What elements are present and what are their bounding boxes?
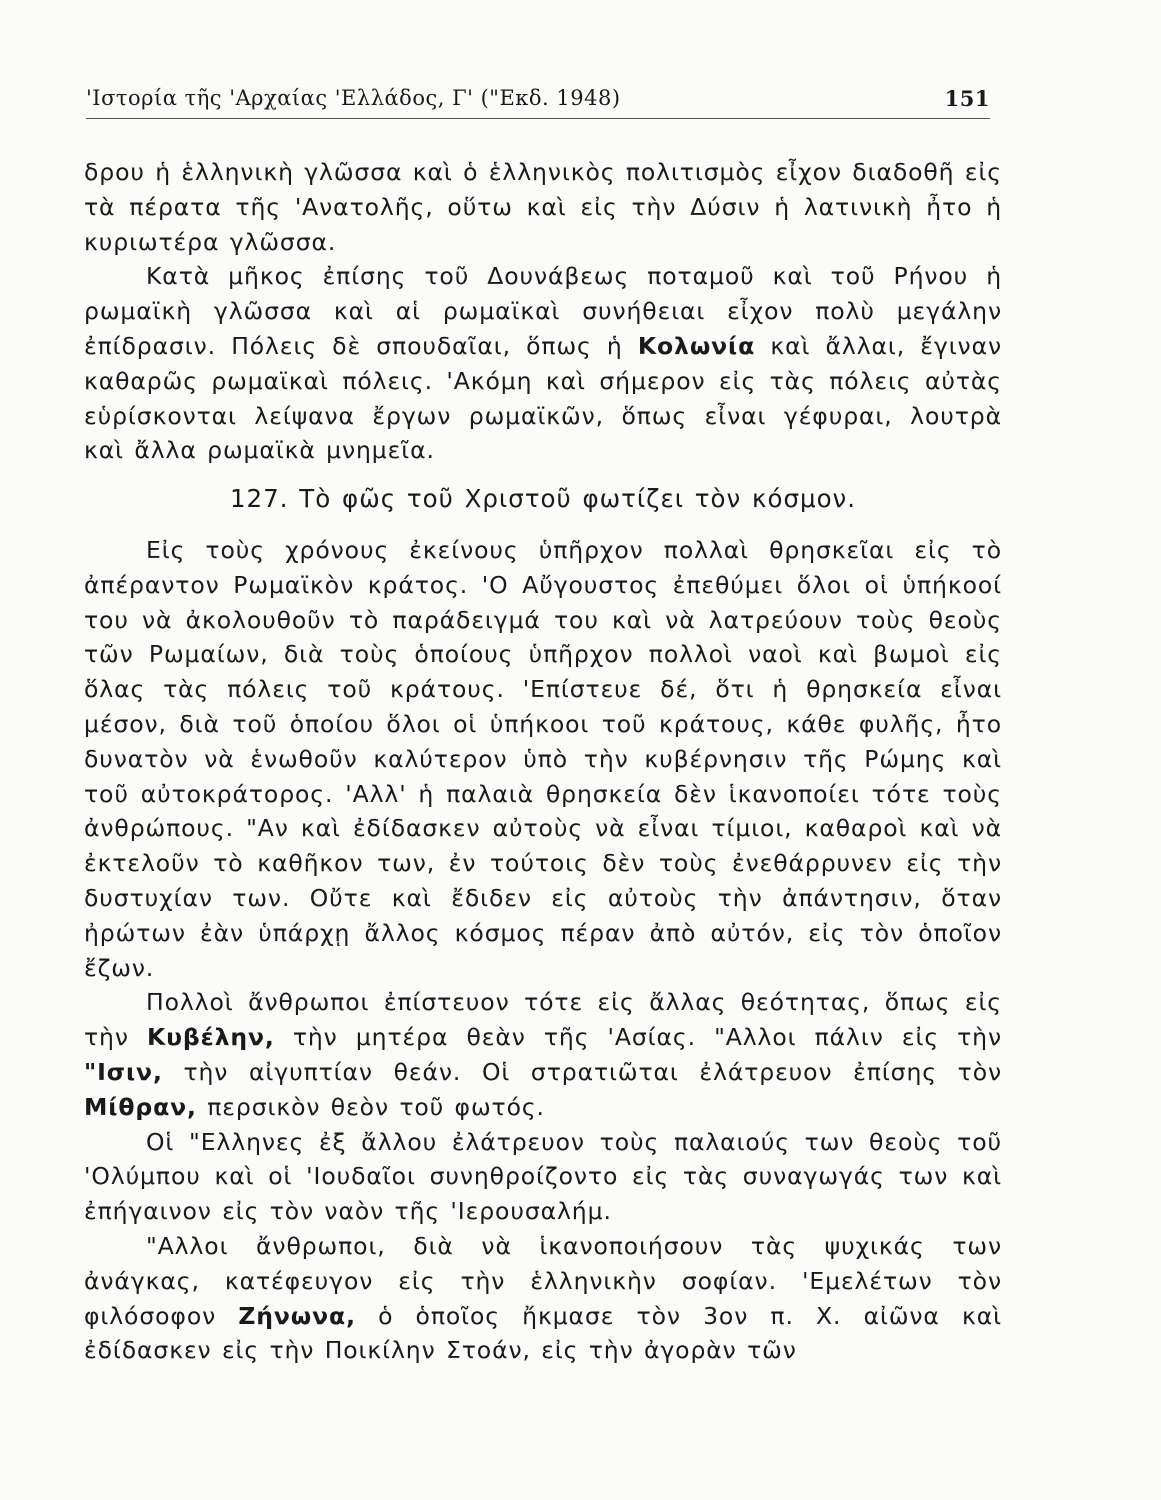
paragraph-text: Εἰς τοὺς χρόνους ἐκείνους ὑπῆρχον πολλαὶ θρησκεῖαι εἰς τὸ ἀπέραντον Ρωμαϊκὸν κράτος. 'Ο Αὔγουστος ἐπεθύμει ὅλοι οἱ ὑπήκοοί του νὰ ἀκολουθοῦν τὸ παράδειγμά του καὶ νὰ λατρεύουν τοὺς θεοὺς τῶν Ρωμαίων, διὰ τοὺς ὁποίους ὑπῆρχον πολλοὶ ναοὶ καὶ βωμοὶ εἰς ὅλας τὰς πόλεις τοῦ κράτους. 'Επίστευε δέ, ὅτι ἡ θρησκεία εἶναι μέσον, διὰ τοῦ ὁποίου ὅλοι οἱ ὑπήκοοι τοῦ κράτους, κάθε φυλῆς, ἦτο δυνατὸν νὰ ἑνωθοῦν καλύτερον ὑπὸ τὴν κυβέρνησιν τῆς Ρώμης καὶ τοῦ αὐτοκράτορος. 'Αλλ' ἡ παλαιὰ θρησκεία δὲν ἱκανοποίει τότε τοὺς ἀνθρώπους. "Αν καὶ ἐδίδασκεν αὐτοὺς νὰ εἶναι τίμιοι, καθαροὶ καὶ νὰ ἐκτελοῦν τὸ καθῆκον των, ἐν τούτοις δὲν τοὺς ἐνεθάρρυνεν εἰς τὴν δυστυχίαν των. Οὔτε καὶ ἔδιδεν εἰς αὐτοὺς τὴν ἀπάντησιν, ὅταν ἠρώτων ἐὰν ὑπάρχῃ ἄλλος κόσμος πέραν ἀπὸ αὐτόν, εἰς τὸν ὁποῖον ἔζων.	[84, 535, 1002, 982]
paragraph-text: περσικὸν θεὸν τοῦ φωτός.	[196, 1092, 545, 1121]
paragraph-text: Οἱ "Ελληνες ἐξ ἄλλου ἐλάτρευον τοὺς παλαιούς των θεοὺς τοῦ 'Ολύμπου καὶ οἱ 'Ιουδαῖοι συνηθροίζοντο εἰς τὰς συναγωγάς των καὶ ἐπήγαινον εἰς τὸν ναὸν τῆς 'Ιερουσαλήμ.	[84, 1127, 1002, 1226]
paragraph-danube-rhine	[84, 259, 1002, 468]
section-heading: 127. Τὸ φῶς τοῦ Χριστοῦ φωτίζει τὸν κόσμον.	[229, 484, 857, 514]
bold-term-isis: "Ισιν,	[84, 1057, 163, 1086]
paragraph-text: ὁ ὁποῖος ἤκμασε τὸν 3ον π. Χ. αἰῶνα καὶ ἐδίδασκεν εἰς τὴν Ποικίλην Στοάν, εἰς τὴν ἀγορὰν τῶν	[84, 1301, 1002, 1365]
paragraph-text: καὶ ἄλλαι, ἔγιναν καθαρῶς ρωμαϊκαὶ πόλεις. 'Ακόμη καὶ σήμερον εἰς τὰς πόλεις αὐτὰς εὑρίσκονται λείψανα ἔργων ρωμαϊκῶν, ὅπως εἶναι γέφυραι, λουτρὰ καὶ ἄλλα ρωμαϊκὰ μνημεῖα.	[84, 331, 1002, 465]
bold-term-kyveli: Κυβέλην,	[147, 1023, 275, 1052]
page-header	[86, 86, 990, 116]
paragraph-text: δρου ἡ ἑλληνικὴ γλῶσσα καὶ ὁ ἑλληνικὸς πολιτισμὸς εἶχον διαδοθῆ εἰς τὰ πέρατα τῆς 'Ανατολῆς, οὕτω καὶ εἰς τὴν Δύσιν ἡ λατινικὴ ἦτο ἡ κυριωτέρα γλῶσσα.	[84, 158, 1002, 256]
paragraph-greeks-jews	[84, 1125, 1002, 1229]
header-rule	[86, 118, 990, 119]
page-number: 151	[944, 86, 990, 111]
paragraph-text: Πολλοὶ ἄνθρωποι ἐπίστευον τότε εἰς ἄλλας θεότητας, ὅπως εἰς τὴν	[84, 988, 1002, 1052]
paragraph-text: Κατὰ μῆκος ἐπίσης τοῦ Δουνάβεως ποταμοῦ καὶ τοῦ Ρήνου ἡ ρωμαϊκὴ γλῶσσα καὶ αἱ ρωμαϊκαὶ συνήθειαι εἶχον πολὺ μεγάλην ἐπίδρασιν. Πόλεις δὲ σπουδαῖαι, ὅπως ἡ	[84, 262, 1002, 360]
body-text	[84, 155, 1002, 1368]
paragraph-continuation	[84, 155, 1002, 259]
paragraph-text: τὴν αἰγυπτίαν θεάν. Οἱ στρατιῶται ἐλάτρευον ἐπίσης τὸν	[162, 1057, 1002, 1086]
paragraph-text: τὴν μητέρα θεὰν τῆς 'Ασίας. "Αλλοι πάλιν εἰς τὴν	[274, 1023, 1002, 1052]
bold-term-zenon: Ζήνωνα,	[238, 1301, 356, 1330]
bold-term-kolonia: Κολωνία	[637, 331, 756, 360]
paragraph-deities	[84, 985, 1002, 1124]
paragraph-religions	[84, 533, 1002, 985]
paragraph-philosophy	[84, 1229, 1002, 1368]
paragraph-text: "Αλλοι ἄνθρωποι, διὰ νὰ ἱκανοποιήσουν τὰς ψυχικάς των ἀνάγκας, κατέφευγον εἰς τὴν ἑλληνικὴν σοφίαν. 'Εμελέτων τὸν φιλόσοφον	[84, 1231, 1002, 1330]
bold-term-mithras: Μίθραν,	[84, 1092, 197, 1121]
running-title: 'Ιστορία τῆς 'Αρχαίας 'Ελλάδος, Γ' ("Εκδ. 1948)	[86, 86, 621, 110]
